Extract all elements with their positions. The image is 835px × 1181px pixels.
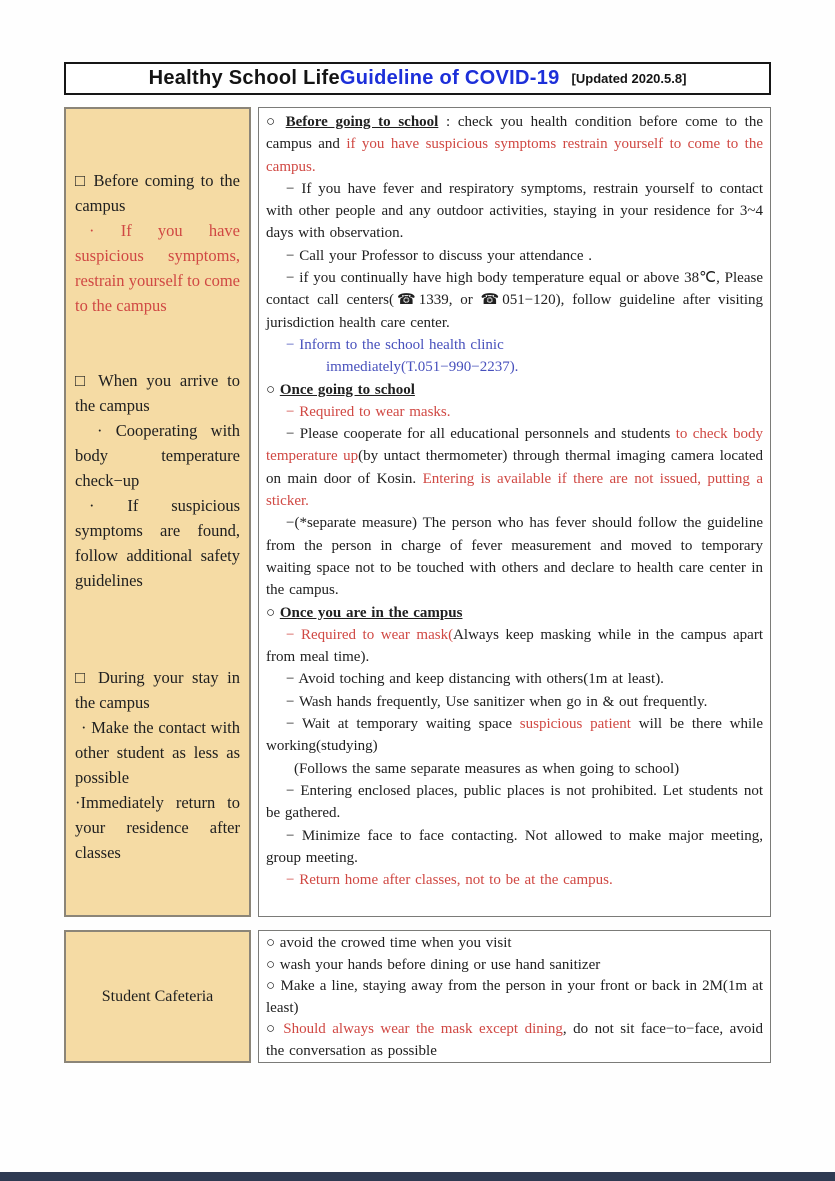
text-segment: if you have suspicious symptoms restrain yourself to come to the campus. (266, 136, 763, 175)
paragraph (266, 933, 763, 955)
title-text-blue: Guideline of COVID-19 (339, 67, 560, 89)
text-segment: − Required to wear mask( (286, 626, 454, 643)
paragraph (266, 334, 763, 356)
paragraph (266, 780, 763, 825)
paragraph (266, 1019, 763, 1062)
text-segment: , do not sit face−to−face, avoid the conversation as possible (266, 1021, 763, 1059)
text-segment: ○ (266, 381, 280, 398)
updated-date-label: [Updated 2020.5.8] (571, 71, 687, 86)
text-segment: Once you are in the campus (279, 604, 463, 621)
text-segment: ○ (266, 604, 280, 621)
paragraph (266, 691, 763, 713)
sidebar-group-before-coming (75, 168, 240, 318)
title-text-black: Healthy School Life (148, 67, 340, 89)
text-segment: Should always wear the mask except dining (283, 1021, 563, 1038)
text-segment: − Return home after classes, not to be at the campus. (286, 872, 613, 889)
text-segment: − Avoid toching and keep distancing with others(1m at least). (286, 671, 664, 688)
paragraph (266, 356, 763, 378)
text-segment: − Wash hands frequently, Use sanitizer when go in & out frequently. (286, 693, 708, 710)
paragraph (75, 218, 240, 318)
title-bar (64, 62, 771, 95)
paragraph (75, 368, 240, 418)
text-segment: − Minimize face to face contacting. Not allowed to make major meeting, group meeting. (266, 827, 763, 866)
paragraph (266, 758, 763, 780)
paragraph (266, 423, 763, 512)
paragraph (266, 178, 763, 245)
text-segment: − Wait at temporary waiting space (286, 716, 520, 733)
text-segment: to check body temperature up (266, 426, 763, 465)
paragraph (266, 825, 763, 870)
text-segment: : check you health condition before come to the campus and (266, 114, 764, 153)
bottom-navy-bar (0, 1172, 835, 1181)
text-segment: ○ wash your hands before dining or use hand sanitizer (266, 956, 601, 973)
paragraph (266, 713, 763, 758)
main-guideline-text (259, 108, 770, 894)
text-segment: · If you have suspicious symptoms, restrain yourself to come to the campus (75, 221, 240, 315)
paragraph (266, 668, 763, 690)
text-segment: will be there while working(studying) (266, 716, 763, 755)
text-segment: − Inform to the school health clinic (286, 336, 504, 353)
cafeteria-rules-box (258, 930, 771, 1063)
text-segment: Always keep masking while in the campus apart from meal time). (266, 626, 763, 666)
text-segment: − if you continually have high body temperature equal or above 38℃, Please contact call centers(☎1339, or ☎051−120), follow guideline after visiting jurisdiction health care center. (266, 270, 763, 331)
paragraph (266, 111, 763, 178)
text-segment: − Please cooperate for all educational personnels and students (286, 426, 676, 443)
text-segment: − Required to wear masks. (286, 403, 451, 420)
text-segment: ○ (266, 1021, 284, 1038)
text-segment: ·Immediately return to your residence after classes (75, 793, 240, 862)
paragraph (266, 512, 763, 601)
text-segment: − Entering enclosed places, public places is not prohibited. Let students not be gathered. (266, 782, 763, 822)
text-segment: Entering is available if there are not issued, putting a sticker. (266, 470, 763, 510)
paragraph (266, 976, 763, 1019)
text-segment: (Follows the same separate measures as when going to school) (294, 760, 680, 777)
text-segment: ○ (266, 114, 286, 130)
paragraph (266, 401, 763, 423)
cafeteria-label-box (64, 930, 251, 1063)
text-segment: −(*separate measure) The person who has fever should follow the guideline from the person in charge of fever measurement and moved to temporary waiting space not to be touched with others and declare to health care center in the campus. (266, 515, 763, 599)
text-segment: (by untact thermometer) through thermal imaging camera located on main door of Kosin. (266, 448, 763, 487)
paragraph (266, 869, 763, 891)
text-segment: ○ Make a line, staying away from the person in your front or back in 2M(1m at least) (266, 978, 763, 1016)
text-segment: · Make the contact with other student as less as possible (75, 718, 240, 787)
paragraph (266, 245, 763, 267)
sidebar-group-when-arrive (75, 368, 240, 593)
sidebar-group-during-stay (75, 665, 240, 865)
main-guideline-box (258, 107, 771, 917)
text-segment: □ When you arrive to the campus (75, 371, 240, 415)
paragraph (75, 790, 240, 865)
text-segment: Before going to school (285, 114, 439, 130)
paragraph (266, 602, 763, 624)
text-segment: Once going to school (279, 381, 415, 398)
text-segment: immediately(T.051−990−2237). (326, 359, 519, 376)
paragraph (266, 624, 763, 669)
text-segment: − If you have fever and respiratory symptoms, restrain yourself to contact with other people and any outdoor activities, staying in your residence for 3~4 days with observation. (266, 180, 763, 242)
paragraph (266, 955, 763, 977)
paragraph (75, 665, 240, 715)
text-segment: · Cooperating with body temperature check−up (75, 421, 240, 490)
paragraph (75, 418, 240, 493)
cafeteria-rules-text (259, 931, 770, 1066)
cafeteria-label: Student Cafeteria (101, 987, 214, 1005)
paragraph (266, 379, 763, 401)
sidebar-box-guidelines (64, 107, 251, 917)
paragraph (75, 493, 240, 593)
text-segment: □ During your stay in the campus (75, 668, 240, 712)
text-segment: · If suspicious symptoms are found, follow additional safety guidelines (75, 496, 240, 590)
text-segment: □ Before coming to the campus (75, 171, 240, 215)
text-segment: ○ avoid the crowed time when you visit (266, 935, 512, 951)
text-segment: − Call your Professor to discuss your attendance . (286, 247, 592, 264)
paragraph (75, 715, 240, 790)
paragraph (75, 168, 240, 218)
text-segment: suspicious patient (519, 716, 631, 733)
paragraph (266, 267, 763, 334)
